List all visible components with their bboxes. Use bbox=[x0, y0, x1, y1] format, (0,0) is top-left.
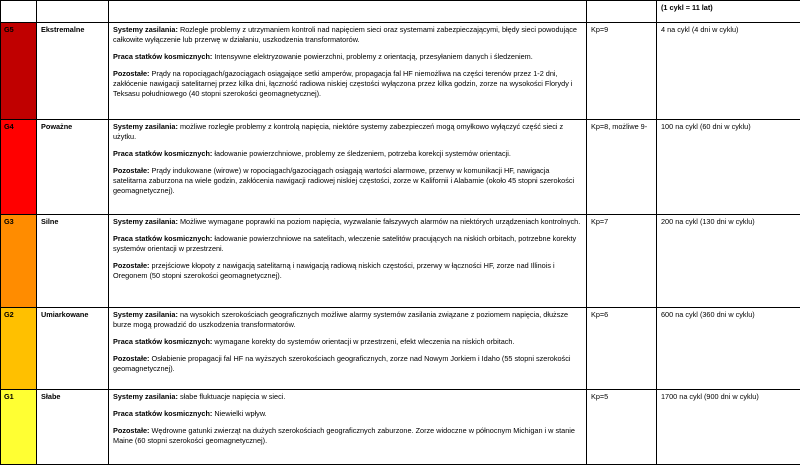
kp-value: Kp=6 bbox=[587, 308, 657, 390]
severity-name: Słabe bbox=[37, 390, 109, 465]
power-label: Systemy zasilania: bbox=[113, 25, 178, 34]
table-row-g1 bbox=[1, 390, 800, 465]
power-label: Systemy zasilania: bbox=[113, 310, 178, 319]
severity-name: Umiarkowane bbox=[37, 308, 109, 390]
space-text: wymagane korekty do systemów orientacji w przestrzeni, efekt wleczenia na niskich orbitach. bbox=[214, 337, 514, 346]
frequency-value: 100 na cykl (60 dni w cyklu) bbox=[657, 120, 800, 215]
power-label: Systemy zasilania: bbox=[113, 217, 178, 226]
space-text: ładowanie powierzchniowe, problemy ze śledzeniem, potrzeba korekcji systemów orientacji. bbox=[214, 149, 510, 158]
power-label: Systemy zasilania: bbox=[113, 122, 178, 131]
space-label: Praca statków kosmicznych: bbox=[113, 52, 212, 61]
space-text: Intensywne elektryzowanie powierzchni, problemy z orientacją, przesyłaniem danych i śledzeniem. bbox=[214, 52, 532, 61]
kp-value: Kp=5 bbox=[587, 390, 657, 465]
level-cell: G3 bbox=[1, 215, 37, 308]
space-label: Praca statków kosmicznych: bbox=[113, 337, 212, 346]
level-cell: G2 bbox=[1, 308, 37, 390]
frequency-value: 600 na cykl (360 dni w cyklu) bbox=[657, 308, 800, 390]
power-label: Systemy zasilania: bbox=[113, 392, 178, 401]
frequency-value: 200 na cykl (130 dni w cyklu) bbox=[657, 215, 800, 308]
header-row bbox=[1, 1, 800, 23]
other-label: Pozostałe: bbox=[113, 426, 150, 435]
table-row-g2 bbox=[1, 308, 800, 390]
space-label: Praca statków kosmicznych: bbox=[113, 409, 212, 418]
header-cell-name bbox=[37, 1, 109, 23]
effects-cell bbox=[109, 215, 587, 308]
space-text: Niewielki wpływ. bbox=[214, 409, 266, 418]
space-text: ładowanie powierzchniowe na satelitach, wleczenie satelitów pracujących na niskich orbitach, potrzebne korekty systemów orientacji w przestrzeni. bbox=[113, 234, 576, 253]
severity-name: Silne bbox=[37, 215, 109, 308]
frequency-value: 4 na cykl (4 dni w cyklu) bbox=[657, 23, 800, 120]
effects-cell bbox=[109, 308, 587, 390]
kp-value: Kp=9 bbox=[587, 23, 657, 120]
other-text: przejściowe kłopoty z nawigacją satelitarną i nawigacją radiową niskich częstości, przerwy w łączności HF, zorze nad Illinois i Oregonem (50 stopni szerokości geomagnetycznej). bbox=[113, 261, 555, 280]
effects-cell bbox=[109, 390, 587, 465]
header-cell-level bbox=[1, 1, 37, 23]
other-text: Prądy indukowane (wirowe) w ropociągach/gazociągach osiągają wartości alarmowe, przerwy w komunikacji HF, nawigacja satelitarna zaburzona na wiele godzin, zakłócenia nawigacji radiowej niskiej częstości, zorze w Kalifornii i Alabamie (około 45 stopni szerokości geomagnetycznej). bbox=[113, 166, 574, 195]
effects-cell bbox=[109, 120, 587, 215]
power-text: Możliwe wymagane poprawki na poziom napięcia, wyzwalanie fałszywych alarmów na niektórych urządzeniach kontrolnych. bbox=[180, 217, 580, 226]
power-text: Rozległe problemy z utrzymaniem kontroli nad napięciem sieci oraz systemami zabezpieczającymi, błędy sieci powodujące całkowite wyłączenie lub przerwę w działaniu, uszkodzenia transformatorów. bbox=[113, 25, 577, 44]
space-label: Praca statków kosmicznych: bbox=[113, 149, 212, 158]
power-text: słabe fluktuacje napięcia w sieci. bbox=[180, 392, 285, 401]
table-row-g4 bbox=[1, 120, 800, 215]
level-cell: G1 bbox=[1, 390, 37, 465]
kp-value: Kp=8, możliwe 9- bbox=[587, 120, 657, 215]
effects-cell bbox=[109, 23, 587, 120]
power-text: na wysokich szerokościach geograficznych możliwe alarmy systemów zasilania związane z poziomem napięcia, dłuższe burze mogą prowadzić do uszkodzenia transformatorów. bbox=[113, 310, 568, 329]
power-text: możliwe rozległe problemy z kontrolą napięcia, niektóre systemy zabezpieczeń mogą omyłkowo wyłączyć część sieci z użytku. bbox=[113, 122, 563, 141]
level-cell: G5 bbox=[1, 23, 37, 120]
header-cell-effects bbox=[109, 1, 587, 23]
severity-name: Poważne bbox=[37, 120, 109, 215]
other-label: Pozostałe: bbox=[113, 261, 150, 270]
other-label: Pozostałe: bbox=[113, 166, 150, 175]
space-label: Praca statków kosmicznych: bbox=[113, 234, 212, 243]
table-row-g3 bbox=[1, 215, 800, 308]
other-text: Osłabienie propagacji fal HF na wyższych szerokościach geograficznych, zorze nad Nowym Jorkiem i Idaho (55 stopni szerokości geomagnetycznej). bbox=[113, 354, 570, 373]
header-cell-kp bbox=[587, 1, 657, 23]
other-text: Prądy na ropociągach/gazociągach osiągające setki amperów, propagacja fal HF niemożliwa na części terenów przez 1-2 dni, zakłócenie nawigacji satelitarnej przez kilka dni, łączność radiowa niskiej częstości wyłączona przez kilka godzin, zorze na wysokości Florydy i Teksasu południowego (40 stopni szerokości geomagnetycznej). bbox=[113, 69, 573, 98]
table-row-g5 bbox=[1, 23, 800, 120]
header-cycle-note: (1 cykl = 11 lat) bbox=[657, 1, 800, 23]
other-label: Pozostałe: bbox=[113, 354, 150, 363]
other-text: Wędrowne gatunki zwierząt na dużych szerokościach geograficznych zaburzone. Zorze widoczne w północnym Michigan i w stanie Maine (60 stopni szerokości geomagnetycznej). bbox=[113, 426, 575, 445]
frequency-value: 1700 na cykl (900 dni w cyklu) bbox=[657, 390, 800, 465]
severity-name: Ekstremalne bbox=[37, 23, 109, 120]
level-cell: G4 bbox=[1, 120, 37, 215]
kp-value: Kp=7 bbox=[587, 215, 657, 308]
other-label: Pozostałe: bbox=[113, 69, 150, 78]
